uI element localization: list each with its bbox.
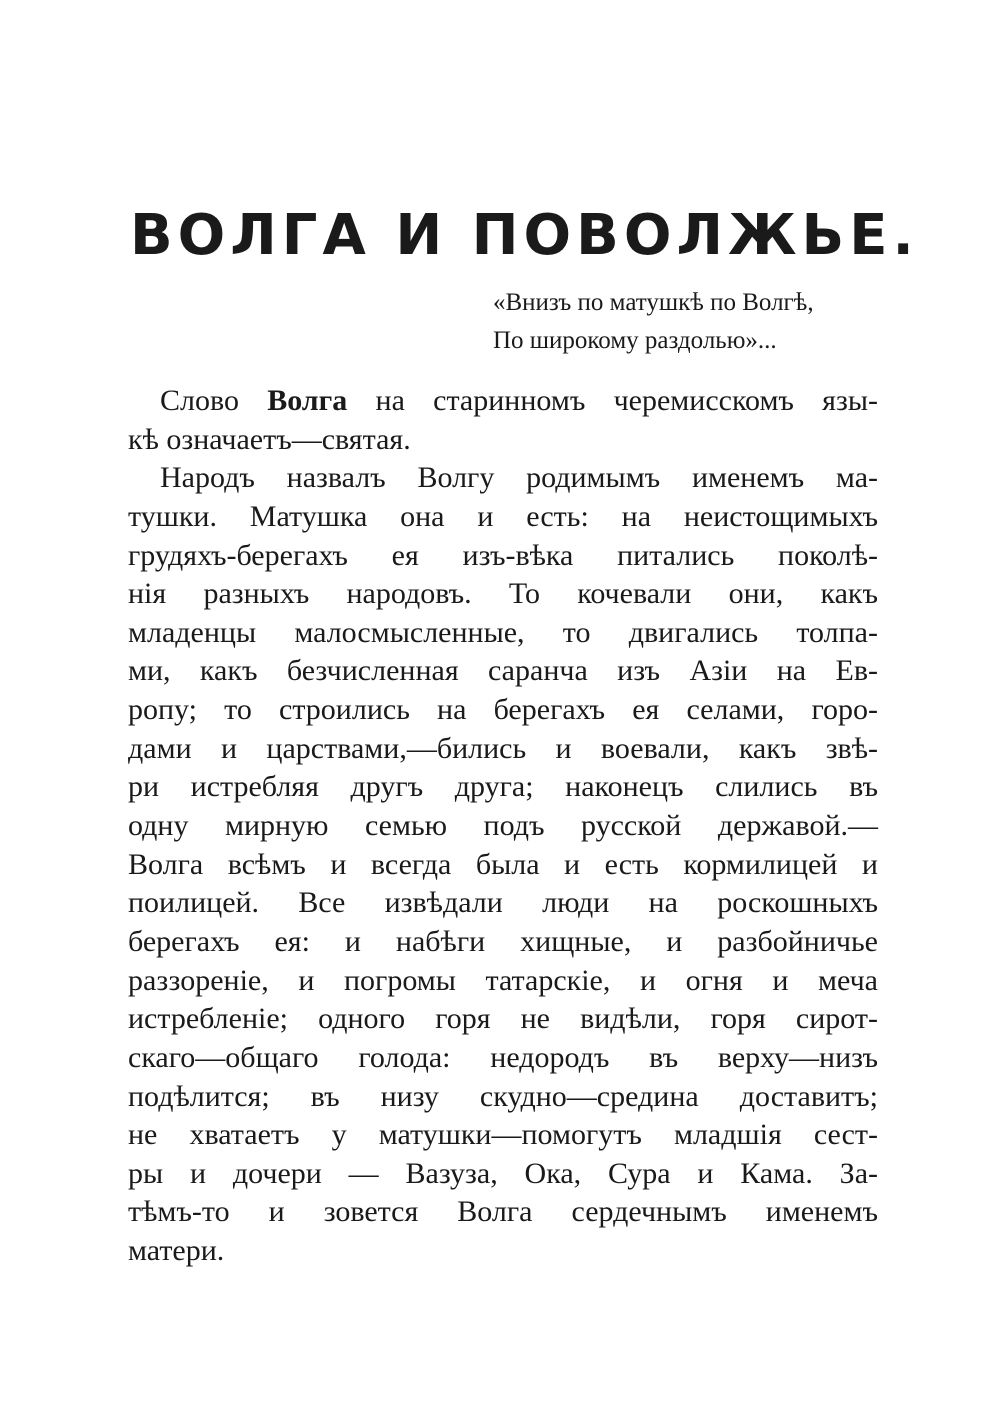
text-line: ри истребляя другъ друга; наконецъ слились въ (128, 770, 878, 804)
text-line: Народъ назвалъ Волгу родимымъ именемъ ма- (160, 461, 878, 495)
text-line: младенцы малосмысленные, то двигались толпа- (128, 615, 878, 649)
epigraph-line: «Внизъ по матушкѣ по Волгѣ, (493, 289, 814, 316)
text-line: Волга всѣмъ и всегда была и есть кормилицей и (128, 847, 878, 881)
text-line: ры и дочери — Вазуза, Ока, Сура и Кама. За- (128, 1156, 878, 1190)
text-line: раззореніе, и погромы татарскіе, и огня и меча (128, 963, 878, 997)
text-line: матери. (128, 1234, 225, 1268)
text-line: кѣ означаетъ—святая. (128, 422, 411, 456)
text-line: подѣлится; въ низу скудно—средина доставитъ; (128, 1079, 878, 1113)
epigraph-line: По широкому раздолью»... (493, 327, 777, 354)
text-line: истребленіе; одного горя не видѣли, горя сирот- (128, 1002, 878, 1036)
body-text (128, 382, 878, 1271)
text-line: тѣмъ-то и зовется Волга сердечнымъ именемъ (128, 1195, 878, 1229)
text-line: не хватаетъ у матушки—помогутъ младшія сест- (128, 1118, 878, 1152)
text-line: одну мирную семью подъ русской державой.— (128, 809, 878, 843)
text-line (128, 382, 878, 421)
text-line: тушки. Матушка она и есть: на неистощимыхъ (128, 499, 878, 533)
text-line: дами и царствами,—бились и воевали, какъ звѣ- (128, 731, 878, 765)
text-fragment: на старинномъ черемисскомъ язы- (347, 384, 878, 417)
text-line: берегахъ ея: и набѣги хищные, и разбойничье (128, 924, 878, 958)
text-line: нія разныхъ народовъ. То кочевали они, какъ (128, 577, 878, 611)
text-fragment: Слово (160, 384, 268, 417)
epigraph (493, 284, 913, 360)
bold-word: Волга (267, 384, 348, 417)
chapter-title: ВОЛГА И ПОВОЛЖЬЕ. (130, 203, 919, 268)
text-line: ми, какъ безчисленная саранча изъ Азіи на Ев- (128, 654, 878, 688)
text-line: поилицей. Все извѣдали люди на роскошныхъ (128, 886, 878, 920)
text-line: ропу; то строились на берегахъ ея селами, горо- (128, 693, 878, 727)
text-line: скаго—общаго голода: недородъ въ верху—низъ (128, 1040, 878, 1074)
text-line: грудяхъ-берегахъ ея изъ-вѣка питались поколѣ- (128, 538, 878, 572)
